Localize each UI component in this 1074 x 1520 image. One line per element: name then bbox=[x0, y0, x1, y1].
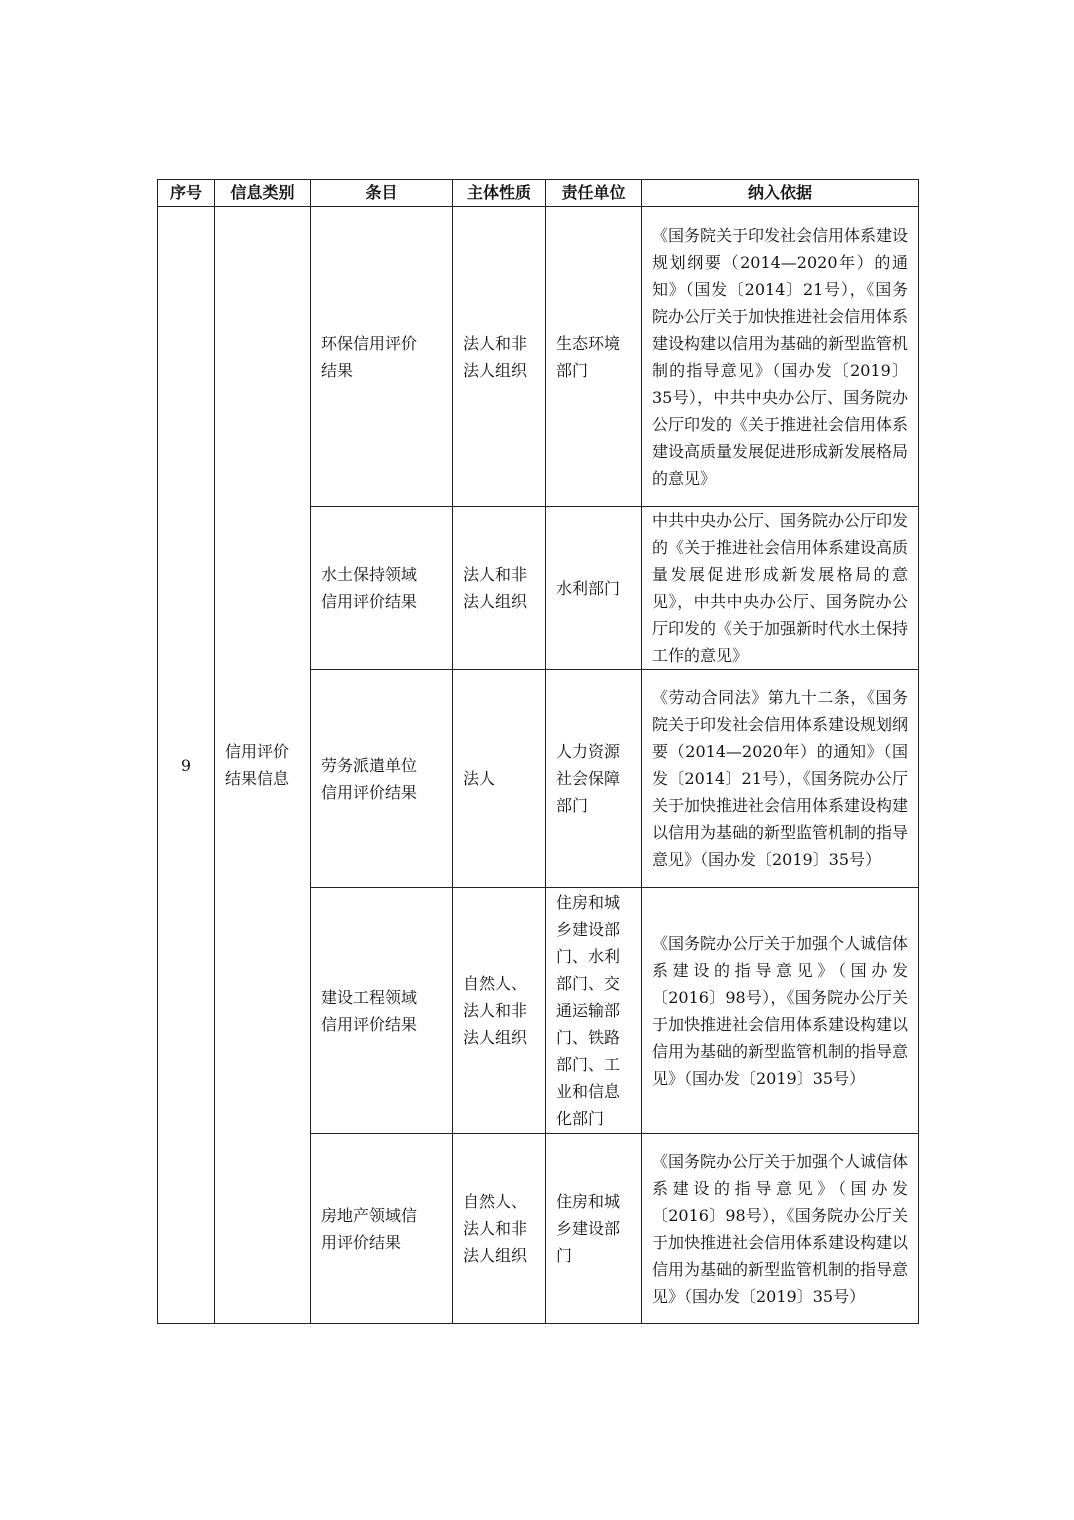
basis-cell bbox=[642, 207, 919, 507]
seq-value: 9 bbox=[180, 755, 192, 775]
item-value: 劳务派遣单位 信用评价结果 bbox=[321, 755, 418, 802]
header-unit: 责任单位 bbox=[546, 180, 642, 207]
header-item: 条目 bbox=[311, 180, 453, 207]
item-cell bbox=[311, 1134, 453, 1324]
item-cell bbox=[311, 207, 453, 507]
credit-info-table bbox=[157, 179, 919, 1324]
category-cell bbox=[215, 207, 311, 1324]
category-value: 信用评价 结果信息 bbox=[225, 742, 290, 788]
subject-value: 自然人、 法人和非 法人组织 bbox=[463, 1192, 528, 1265]
unit-cell bbox=[546, 207, 642, 507]
basis-cell bbox=[642, 670, 919, 888]
header-subject: 主体性质 bbox=[453, 180, 546, 207]
table-header-row bbox=[158, 180, 919, 207]
basis-cell bbox=[642, 888, 919, 1134]
item-cell bbox=[311, 888, 453, 1134]
basis-value: 《劳动合同法》第九十二条，《国务院关于印发社会信用体系建设规划纲要（2014—2020年）的通知》（国发〔2014〕21号），《国务院办公厅关于加快推进社会信用体系建设构建以信用为基础的新型监管机制的指导意见》（国办发〔2019〕35号） bbox=[652, 688, 909, 869]
subject-cell bbox=[453, 670, 546, 888]
basis-cell bbox=[642, 1134, 919, 1324]
basis-cell bbox=[642, 507, 919, 670]
item-value: 水土保持领域 信用评价结果 bbox=[321, 565, 418, 611]
subject-value: 法人 bbox=[463, 769, 496, 788]
unit-cell bbox=[546, 888, 642, 1134]
seq-cell bbox=[158, 207, 215, 1324]
basis-value: 《国务院关于印发社会信用体系建设规划纲要（2014—2020年）的通知》（国发〔2014〕21号），《国务院办公厅关于加快推进社会信用体系建设构建以信用为基础的新型监管机制的指导意见》（国办发〔2019〕35号），中共中央办公厅、国务院办公厅印发的《关于推进社会信用体系建设高质量发展促进形成新发展格局的意见》 bbox=[652, 225, 909, 488]
subject-value: 自然人、 法人和非 法人组织 bbox=[463, 974, 528, 1047]
unit-cell bbox=[546, 507, 642, 670]
header-category: 信息类别 bbox=[215, 180, 311, 207]
unit-value: 住房和城 乡建设部 门、水利 部门、交 通运输部 门、铁路 部门、工 业和信息 化部门 bbox=[556, 893, 621, 1128]
header-seq: 序号 bbox=[158, 180, 215, 207]
subject-cell bbox=[453, 507, 546, 670]
basis-value: 《国务院办公厅关于加强个人诚信体系建设的指导意见》（国办发〔2016〕98号），《国务院办公厅关于加快推进社会信用体系建设构建以信用为基础的新型监管机制的指导意见》（国办发〔2019〕35号） bbox=[652, 1151, 909, 1306]
unit-value: 人力资源 社会保障 部门 bbox=[556, 742, 621, 815]
item-cell bbox=[311, 507, 453, 670]
basis-value: 《国务院办公厅关于加强个人诚信体系建设的指导意见》（国办发〔2016〕98号），《国务院办公厅关于加快推进社会信用体系建设构建以信用为基础的新型监管机制的指导意见》（国办发〔2019〕35号） bbox=[652, 933, 909, 1088]
item-value: 房地产领域信 用评价结果 bbox=[321, 1205, 418, 1252]
subject-value: 法人和非 法人组织 bbox=[463, 565, 528, 611]
item-value: 建设工程领域 信用评价结果 bbox=[321, 987, 418, 1034]
table-row bbox=[158, 207, 919, 507]
unit-cell bbox=[546, 670, 642, 888]
basis-value: 中共中央办公厅、国务院办公厅印发的《关于推进社会信用体系建设高质量发展促进形成新发展格局的意见》，中共中央办公厅、国务院办公厅印发的《关于加强新时代水土保持工作的意见》 bbox=[652, 511, 909, 665]
item-cell bbox=[311, 670, 453, 888]
unit-value: 水利部门 bbox=[556, 578, 621, 598]
subject-cell bbox=[453, 888, 546, 1134]
unit-value: 住房和城 乡建设部 门 bbox=[556, 1192, 621, 1265]
subject-cell bbox=[453, 207, 546, 507]
header-basis: 纳入依据 bbox=[642, 180, 919, 207]
item-value: 环保信用评价 结果 bbox=[321, 333, 418, 380]
subject-value: 法人和非 法人组织 bbox=[463, 333, 528, 380]
unit-cell bbox=[546, 1134, 642, 1324]
unit-value: 生态环境 部门 bbox=[556, 333, 621, 380]
subject-cell bbox=[453, 1134, 546, 1324]
